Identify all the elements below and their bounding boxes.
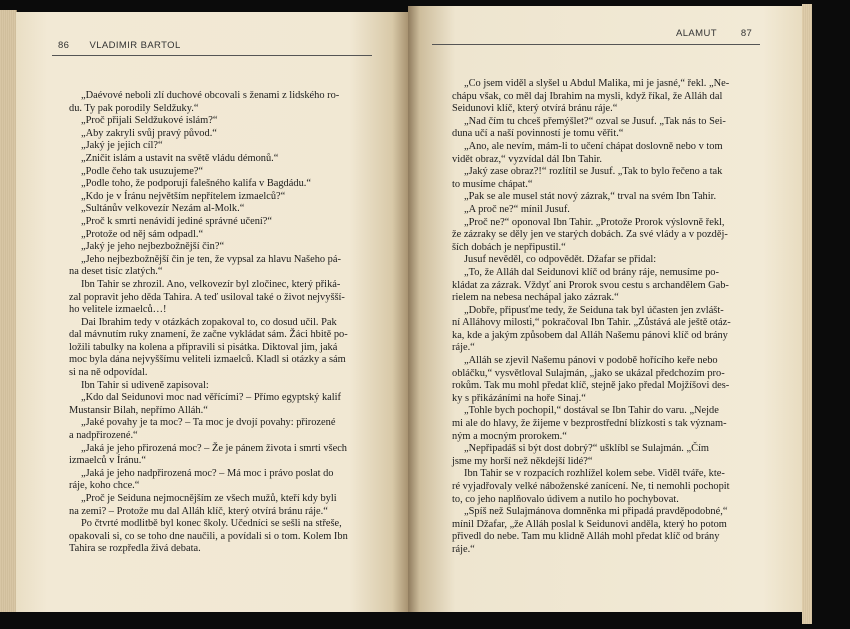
text-line: „Protože od něj sám odpadl.“ xyxy=(81,228,204,240)
text-line: Dai Ibrahim tedy v otázkách zopakoval to, co dosud učil. Pak xyxy=(81,316,337,328)
right-header-rule xyxy=(432,44,760,45)
text-line: „A proč ne?“ mínil Jusuf. xyxy=(464,203,570,215)
text-line: „Jaký je jeho nejbezbožnější čin?“ xyxy=(81,241,225,253)
text-line: mi ale do hlavy, že žijeme v bezprostřední blízkosti s tak význam- xyxy=(452,418,727,430)
text-line: Seidunovi klíč, který otvírá bránu ráje.“ xyxy=(452,103,618,115)
left-page-header xyxy=(58,40,181,51)
text-line: ka, kde a jakým způsobem dal Alláh Našemu pánovi klíč od brány xyxy=(452,329,728,341)
text-line: a nadpřirozené.“ xyxy=(69,430,138,442)
text-line: „Dobře, připusťme tedy, že Seiduna tak byl účasten jen zvlášt- xyxy=(464,304,724,316)
text-line: „Jeho nejbezbožnější čin je ten, že vypsal za hlavu Našeho pá- xyxy=(81,253,341,265)
text-line: „Co jsem viděl a slyšel u Abdul Malika, mi je jasné,“ řekl. „Ne- xyxy=(464,78,730,89)
text-line: rielem na nebesa nechápal jako zázrak.“ xyxy=(452,292,619,304)
text-line: ným a mocným prorokem.“ xyxy=(452,430,567,442)
text-line: na deset tisíc zlatých.“ xyxy=(69,266,163,278)
text-line: „Podle toho, že podporují falešného kalifa v Bagdádu.“ xyxy=(81,178,311,190)
text-line: „Nepřipadáš si být dost dobrý?“ ušklíbl se Sulajmán. „Čím xyxy=(464,443,710,455)
text-line: opakovali si, co se toho dne naučili, a povídali si o tom. Kolem Ibn xyxy=(69,530,348,542)
text-line: ré vyjadřovaly velké náboženské zanícení. Ne, ti nemohli pochopit xyxy=(452,481,730,492)
text-line: to, co jeho naplňovalo údivem a nutilo ho pochybovat. xyxy=(452,493,679,505)
text-line: Po čtvrté modlitbě byl konec školy. Učedníci se sešli na střeše, xyxy=(81,518,342,530)
text-line: to musíme chápat.“ xyxy=(452,178,533,190)
text-line: obláčku,“ vysvětloval Sulajmán, „jako se ukázal předchozím pro- xyxy=(452,367,725,379)
right-page-header xyxy=(676,28,752,39)
text-line: „Kdo dal Seidunovi moc nad věřícími? – Přímo egyptský kalif xyxy=(81,392,342,404)
text-line: Tahira se rozpředla živá debata. xyxy=(69,543,201,555)
text-line: „Daévové neboli zlí duchové obcovali s ženami z lidského ro- xyxy=(81,90,340,101)
text-line: Jusuf nevěděl, co odpovědět. Džafar se přidal: xyxy=(464,254,657,266)
text-line: „Nad čím tu chceš přemýšlet?“ ozval se Jusuf. „Tak nás to Sei- xyxy=(464,115,726,127)
right-page-text xyxy=(452,78,768,557)
text-line: „Proč k smrti nenávidí jediné správné učení?“ xyxy=(81,215,273,227)
text-line: mínil Džafar, „že Alláh poslal k Seidunovi anděla, který ho potom xyxy=(452,518,727,530)
text-line: chápu však, co měl daj Ibrahim na mysli, když říkal, že Alláh dal xyxy=(452,90,723,102)
text-line: du. Ty pak porodily Seldžuky.“ xyxy=(69,102,199,114)
text-line: „Jaký je jejich cíl?“ xyxy=(81,140,163,152)
left-page-text xyxy=(69,90,391,556)
text-line: „Aby zakryli svůj pravý původ.“ xyxy=(81,127,217,139)
text-line: „Zničit islám a ustavit na světě vládu démonů.“ xyxy=(81,152,279,164)
text-line: duna učí a naší povinností je tomu věřit.“ xyxy=(452,128,624,140)
text-line: „Alláh se zjevil Našemu pánovi v podobě hořícího keře nebo xyxy=(464,355,718,367)
text-line: „Spíš než Sulajmánova domněnka mi připadá pravděpodobné,“ xyxy=(464,506,728,518)
text-line: „To, že Alláh dal Seidunovi klíč od brány ráje, nemusíme po- xyxy=(464,266,719,278)
text-line: ložili tabulky na kolena a připravili si pisátka. Diktoval jim, jaká xyxy=(69,341,338,353)
text-line: „Ano, ale nevím, mám-li to učení chápat doslovně nebo v tom xyxy=(464,140,723,152)
text-line: ších dobách je nepřipustil.“ xyxy=(452,241,566,253)
text-line: vidět obraz,“ vyzvídal dál Ibn Tahir. xyxy=(452,153,602,165)
text-line: „Proč přijali Seldžukové islám?“ xyxy=(81,115,218,127)
right-page xyxy=(408,6,802,612)
text-line: „Jaká je jeho nadpřirozená moc? – Má moc i právo poslat do xyxy=(81,467,334,479)
text-line: jsme my horší než někdejší lidé?“ xyxy=(452,455,593,467)
text-line: ní Alláhovy milosti,“ pokračoval Ibn Tahir. „Zůstává ale ještě otáz- xyxy=(452,317,731,329)
text-line: Ibn Tahir si udiveně zapisoval: xyxy=(81,379,209,391)
text-line: Mustansir Bilah, nepřímo Alláh.“ xyxy=(69,404,208,416)
left-page xyxy=(16,12,408,612)
text-line: izmaelců v Íránu.“ xyxy=(69,455,147,467)
text-line: ráje, koho chce.“ xyxy=(69,480,140,492)
text-line: „Jaký zase obraz?!“ rozlítil se Jusuf. „Tak to bylo řečeno a tak xyxy=(464,166,723,178)
text-line: dal mávnutím ruky znamení, že začne vykládat sám. Žáci hbitě po- xyxy=(69,329,348,341)
text-line: ky s přikázáními na hoře Sinaj.“ xyxy=(452,392,586,404)
text-line: kládat za zázrak. Vždyť ani Prorok svou cestu s archandělem Gab- xyxy=(452,279,729,291)
text-line: že zázraky se děly jen ve starých dobách. Za své vlády a v pozděj- xyxy=(452,229,728,241)
text-line: rokům. Tak mu mohl předat klíč, stejně jako předal Mojžíšovi des- xyxy=(452,380,730,392)
text-line: zal popravit jeho děda Tahira. A teď usiloval také o život nejvyšší- xyxy=(69,291,345,303)
text-line: „Pak se ale musel stát nový zázrak,“ trval na svém Ibn Tahir. xyxy=(464,191,717,203)
text-line: „Proč ne?“ oponoval Ibn Tahir. „Protože Prorok výslovně řekl, xyxy=(464,216,725,228)
text-line: Ibn Tahir se zhrozil. Ano, velkovezír byl zločinec, který přiká- xyxy=(81,278,341,290)
left-running-head: VLADIMIR BARTOL xyxy=(89,40,181,51)
right-running-head: ALAMUT xyxy=(676,28,717,39)
text-line: si na ně odpovídal. xyxy=(69,367,148,379)
text-line: „Tohle bych pochopil,“ dostával se Ibn Tahir do varu. „Nejde xyxy=(464,405,719,417)
text-line: „Sultánův velkovezír Nezám al-Molk.“ xyxy=(81,203,245,215)
text-line: ho velitele izmaelců…! xyxy=(69,304,167,316)
book-cover-edge xyxy=(812,0,850,629)
text-line: „Kdo je v Íránu největším nepřítelem izmaelců?“ xyxy=(81,190,286,202)
text-line: „Jaká je jeho přirozená moc? – Že je pánem života i smrti všech xyxy=(81,442,348,454)
left-header-rule xyxy=(52,55,372,56)
page-edges-left xyxy=(0,10,17,612)
left-page-number: 86 xyxy=(58,40,70,51)
text-line: „Proč je Seiduna nejmocnějším ze všech mužů, kteří kdy byli xyxy=(81,493,337,504)
text-line: moc byla dána nejvyššímu veliteli izmaelců. Kladl si otázky a sám xyxy=(69,354,346,366)
text-line: „Podle čeho tak usuzujeme?“ xyxy=(81,165,204,177)
page-edges-right xyxy=(802,4,812,624)
right-page-number: 87 xyxy=(740,28,753,39)
text-line: přivedl do nebe. Tam mu klidně Alláh mohl předat klíč od brány xyxy=(452,531,720,543)
text-line: ráje.“ xyxy=(452,543,475,555)
text-line: „Jaké povahy je ta moc? – Ta moc je dvojí povahy: přirozené xyxy=(81,417,336,429)
text-line: ráje.“ xyxy=(452,342,475,354)
text-line: Ibn Tahir se v rozpacích rozhlížel kolem sebe. Viděl tváře, kte- xyxy=(464,468,725,480)
text-line: na zemi? – Protože mu dal Alláh klíč, který otvírá bránu ráje.“ xyxy=(69,505,328,517)
